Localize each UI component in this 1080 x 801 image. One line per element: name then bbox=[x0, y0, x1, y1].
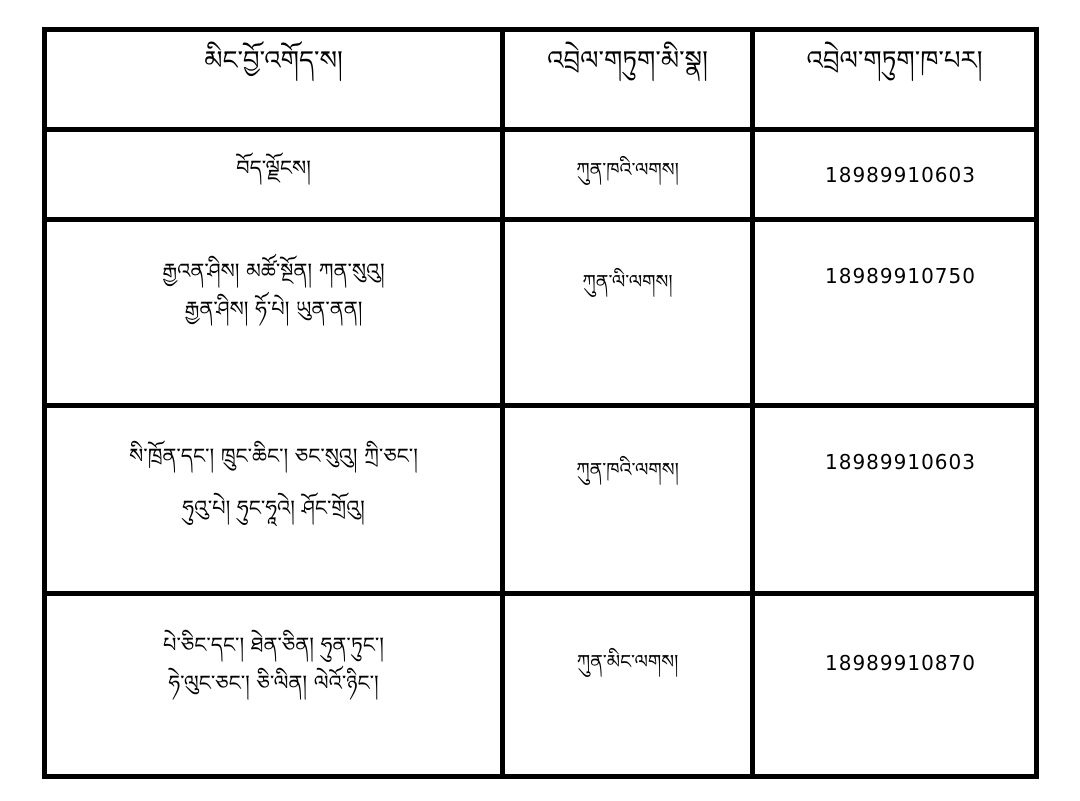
region-name: རྒྱའན་ཤིས། མཚོ་སྔོན། ཀན་སུའུ། bbox=[162, 259, 385, 283]
header-phone: འབྲེལ་གཏུག་ཁ་པར། bbox=[753, 30, 1037, 130]
contact-person-cell: ཀུན་ཁའི་ལགས། bbox=[503, 130, 753, 220]
header-contact-person: འབྲེལ་གཏུག་མི་སྣ། bbox=[503, 30, 753, 130]
contact-table-container bbox=[42, 27, 1034, 774]
region-name: རྒྱན་ཤིས། ཧོ་པེ། ཡུན་ནན། bbox=[184, 297, 363, 321]
region-cell bbox=[45, 130, 503, 220]
region-cell bbox=[45, 220, 503, 406]
table-row bbox=[45, 594, 1037, 777]
phone-cell: 18989910603 bbox=[753, 130, 1037, 220]
contact-person-cell: ཀུན་ཁའི་ལགས། bbox=[503, 406, 753, 594]
contact-person-cell: ཀུན་ལི་ལགས། bbox=[503, 220, 753, 406]
region-name: སི་ཁྲོན་དང་། ཁྲུང་ཆིང་། ཅང་སུའུ། ཀྲི་ཅང་། bbox=[129, 444, 418, 468]
table-row bbox=[45, 130, 1037, 220]
table-row bbox=[45, 406, 1037, 594]
table-row bbox=[45, 220, 1037, 406]
contact-person-cell: ཀུན་མིང་ལགས། bbox=[503, 594, 753, 777]
region-cell bbox=[45, 406, 503, 594]
header-region: མིང་བྱོ་འགོད་ས། bbox=[45, 30, 503, 130]
region-name: པེ་ཅིང་དང་། ཐེན་ཅིན། ཧུན་ཏུང་། bbox=[163, 633, 384, 657]
phone-cell: 18989910870 bbox=[753, 594, 1037, 777]
phone-cell: 18989910603 bbox=[753, 406, 1037, 594]
table-header-row bbox=[45, 30, 1037, 130]
region-name: ཧེ་ལུང་ཅང་། ཅི་ལིན། ལེའོ་ཉིང་། bbox=[168, 671, 379, 695]
phone-cell: 18989910750 bbox=[753, 220, 1037, 406]
contact-table bbox=[42, 27, 1039, 779]
region-cell bbox=[45, 594, 503, 777]
region-name: བོད་ལྗོངས། bbox=[236, 156, 311, 180]
region-name: ཧུའུ་པེ། ཧུང་ཧཱའེ། ཤོང་གྲོའུ། bbox=[182, 496, 365, 520]
